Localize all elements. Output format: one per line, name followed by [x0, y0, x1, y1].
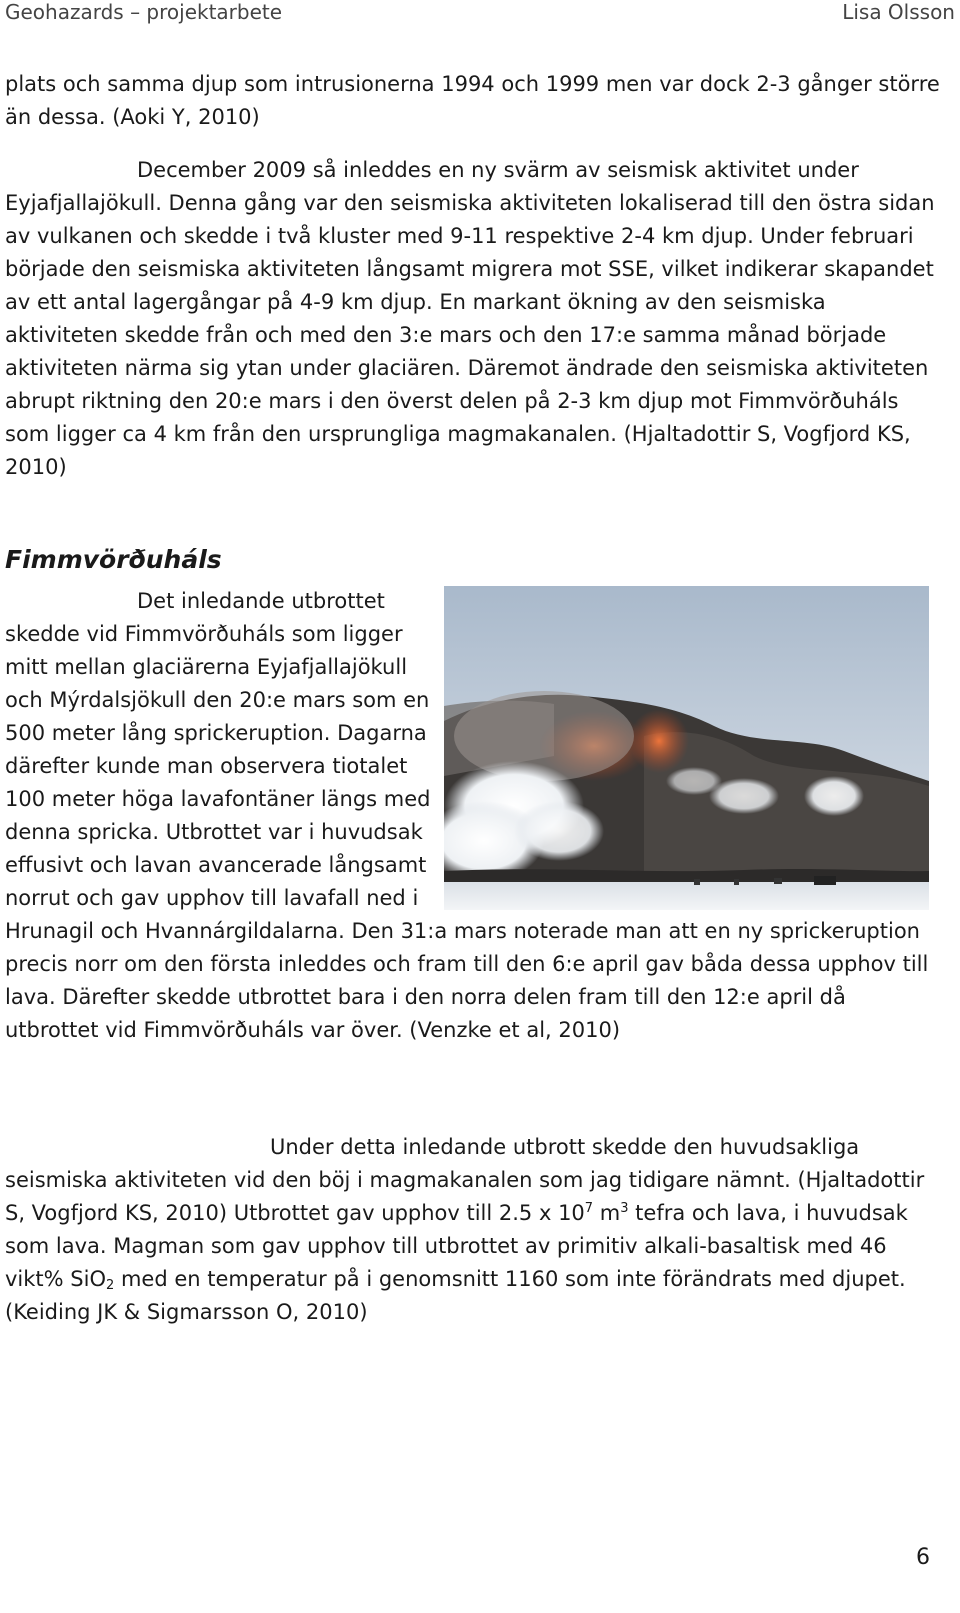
- exponent-7: 7: [584, 1201, 594, 1216]
- paragraph-4-text-a: Under detta inledande utbrott skedde den huvudsakliga seismiska aktiviteten vid den böj i magmakanalen som jag tidigare nämnt. (Hjaltadottir S, Vogfjord KS, 2010) Utbrottet gav upphov till 2.5 x 10: [5, 1135, 925, 1225]
- header-author: Lisa Olsson: [842, 0, 955, 24]
- paragraph-4-text-c: tefra och lava, i huvudsak som lava. Magman som gav upphov till utbrottet av primitiv alkali-basaltisk med 46 vikt% SiO: [5, 1201, 908, 1291]
- page-header: [5, 0, 955, 26]
- page-number: 6: [916, 1545, 930, 1570]
- section-heading: Fimmvörðuháls: [5, 545, 222, 574]
- exponent-3: 3: [620, 1201, 629, 1216]
- header-course-title: Geohazards – projektarbete: [5, 0, 283, 24]
- paragraph-2-text: December 2009 så inleddes en ny svärm av seismisk aktivitet under Eyjafjallajökull. Denna gång var den seismiska aktiviteten lokaliserad till den östra sidan av vulkanen och skedde i två kluster med 9-11 respektive 2-4 km djup. Under februari började den seismiska aktiviteten långsamt migrera mot SSE, vilket indikerar skapandet av ett antal lagergångar på 4-9 km djup. En markant ökning av den seismiska aktiviteten skedde från och med den 3:e mars och den 17:e samma månad började aktiviteten närma sig ytan under glaciären. Däremot ändrade den seismiska aktiviteten abrupt riktning den 20:e mars i den överst delen på 2-3 km djup mot Fimmvörðuháls som ligger ca 4 km från den ursprungliga magmakanalen. (Hjaltadottir S, Vogfjord KS, 2010): [5, 158, 935, 479]
- paragraph-4: [5, 1131, 940, 1329]
- subscript-2: 2: [105, 1278, 115, 1293]
- paragraph-4-text-d: med en temperatur på i genomsnitt 1160 som inte förändrats med djupet. (Keiding JK & Sigmarsson O, 2010): [5, 1267, 906, 1324]
- volcano-eruption-photo: [444, 586, 929, 910]
- paragraph-4-text-b: m: [593, 1201, 621, 1225]
- paragraph-3-text: Det inledande utbrottet skedde vid Fimmvörðuháls som ligger mitt mellan glaciärerna Eyjafjallajökull och Mýrdalsjökull den 20:e mars som en 500 meter lång sprickeruption. Dagarna därefter kunde man observera tiotalet 100 meter höga lavafontäner längs med denna spricka. Utbrottet var i huvudsak effusivt och lavan avancerade långsamt norrut och gav upphov till lavafall ned i Hrunagil och Hvannárgildalarna. Den 31:a mars noterade man att en ny sprickeruption precis norr om den första inleddes och fram till den 6:e april gav båda dessa upphov till lava. Därefter skedde utbrottet bara i den norra delen fram till den 12:e april då utbrottet vid Fimmvörðuháls var över. (Venzke et al, 2010): [5, 589, 929, 1042]
- paragraph-1: plats och samma djup som intrusionerna 1994 och 1999 men var dock 2-3 gånger större än dessa. (Aoki Y, 2010): [5, 72, 940, 129]
- paragraph-2: [5, 154, 940, 484]
